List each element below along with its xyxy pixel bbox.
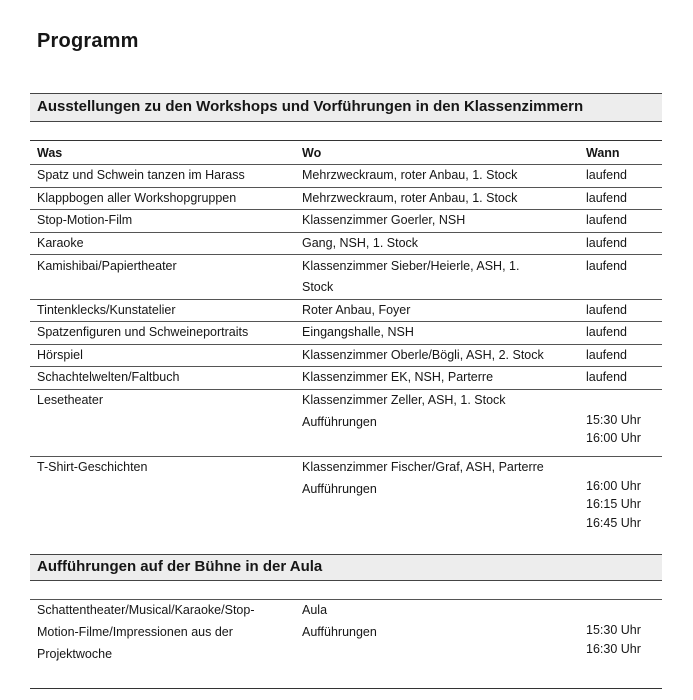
section-heading-label: Ausstellungen zu den Workshops und Vorführungen in den Klassenzimmern <box>37 98 584 115</box>
table-cell-wann: laufend <box>586 213 628 227</box>
table-cell-wann: laufend <box>586 259 628 273</box>
table-cell-wann: laufend <box>586 370 628 384</box>
table-cell-was: Lesetheater <box>37 393 104 407</box>
divider <box>30 254 662 255</box>
table-cell-wo: Klassenzimmer Sieber/Heierle, ASH, 1. <box>302 259 520 273</box>
table-cell-wo: Klassenzimmer Fischer/Graf, ASH, Parterre <box>302 460 544 474</box>
table-cell-wo: Klassenzimmer Goerler, NSH <box>302 213 466 227</box>
table-cell-wo: Klassenzimmer EK, NSH, Parterre <box>302 370 494 384</box>
table-cell-was: T-Shirt-Geschichten <box>37 460 148 474</box>
table-cell-wo: Eingangshalle, NSH <box>302 325 414 339</box>
section-heading-aula <box>30 554 662 581</box>
table-cell-was: Motion-Filme/Impressionen aus der <box>37 625 233 639</box>
table-cell-was: Projektwoche <box>37 647 113 661</box>
table-cell-was: Klappbogen aller Workshopgruppen <box>37 191 237 205</box>
column-header-was: Was <box>37 146 63 160</box>
table-cell-wo: Roter Anbau, Foyer <box>302 303 411 317</box>
table-cell-wann: 16:00 Uhr <box>586 431 641 445</box>
section-heading-label: Aufführungen auf der Bühne in der Aula <box>37 558 323 575</box>
table-cell-wann: 15:30 Uhr <box>586 413 641 427</box>
table-cell-wo: Aufführungen <box>302 482 377 496</box>
table-cell-wann: 15:30 Uhr <box>586 623 641 637</box>
table-cell-wann: laufend <box>586 325 628 339</box>
table-cell-wo: Aufführungen <box>302 415 377 429</box>
table-cell-was: Karaoke <box>37 236 84 250</box>
table-cell-wo: Aufführungen <box>302 625 377 639</box>
table-cell-wo: Stock <box>302 280 334 294</box>
table-cell-wann: laufend <box>586 236 628 250</box>
table-cell-was: Schachtelwelten/Faltbuch <box>37 370 180 384</box>
table-cell-wann: 16:45 Uhr <box>586 516 641 530</box>
table-cell-was: Kamishibai/Papiertheater <box>37 259 177 273</box>
table-cell-wo: Mehrzweckraum, roter Anbau, 1. Stock <box>302 191 518 205</box>
table-cell-was: Schattentheater/Musical/Karaoke/Stop- <box>37 603 255 617</box>
table-cell-wann: laufend <box>586 303 628 317</box>
table-cell-was: Spatzenfiguren und Schweineportraits <box>37 325 249 339</box>
table-cell-wo: Mehrzweckraum, roter Anbau, 1. Stock <box>302 168 518 182</box>
page-title: Programm <box>37 30 139 52</box>
table-cell-wann: laufend <box>586 168 628 182</box>
divider <box>30 688 662 689</box>
table-cell-wo: Klassenzimmer Oberle/Bögli, ASH, 2. Stock <box>302 348 544 362</box>
table-cell-wann: 16:30 Uhr <box>586 642 641 656</box>
table-cell-wann: 16:15 Uhr <box>586 497 641 511</box>
table-cell-wo: Gang, NSH, 1. Stock <box>302 236 419 250</box>
table-cell-wann: laufend <box>586 191 628 205</box>
table-cell-wo: Aula <box>302 603 328 617</box>
table-cell-was: Tintenklecks/Kunstatelier <box>37 303 176 317</box>
table-cell-wann: 16:00 Uhr <box>586 479 641 493</box>
table-cell-was: Spatz und Schwein tanzen im Harass <box>37 168 245 182</box>
column-header-wann: Wann <box>586 146 620 160</box>
table-cell-was: Hörspiel <box>37 348 83 362</box>
table-cell-wo: Klassenzimmer Zeller, ASH, 1. Stock <box>302 393 506 407</box>
column-header-wo: Wo <box>302 146 322 160</box>
divider <box>30 140 662 141</box>
table-cell-wann: laufend <box>586 348 628 362</box>
table-cell-was: Stop-Motion-Film <box>37 213 133 227</box>
section-heading-exhibitions <box>30 93 662 122</box>
